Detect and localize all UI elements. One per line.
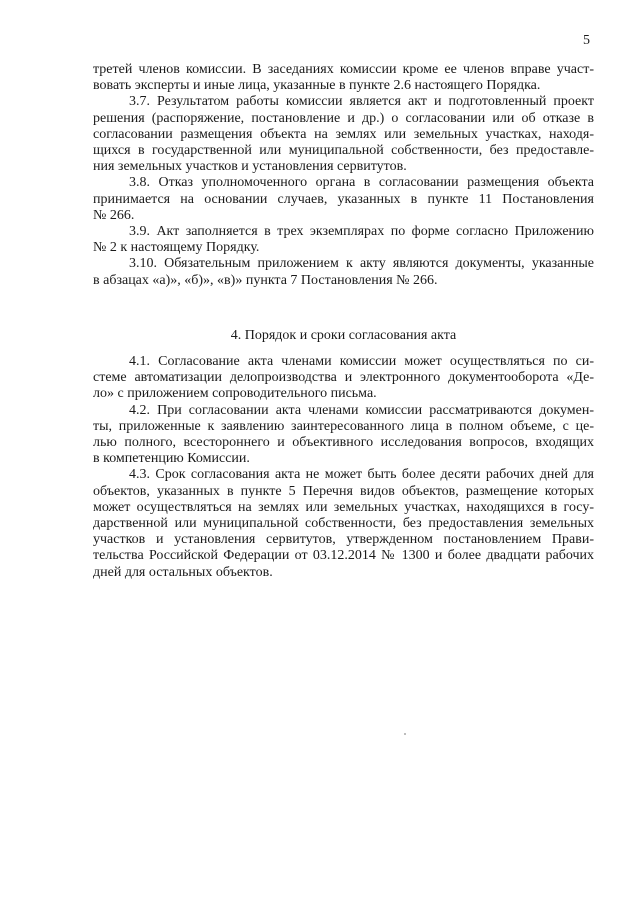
text-line: решения (распоряжение, постановление и др.) о согласовании или об отказе в xyxy=(93,110,594,126)
para-4-2 xyxy=(93,403,594,468)
text-line: 4.3. Срок согласования акта не может быть более десяти рабочих дней для xyxy=(129,467,594,483)
text-line: ло» с приложением сопроводительного письма. xyxy=(93,386,377,402)
document-body xyxy=(93,62,594,581)
text-line: вовать эксперты и иные лица, указанные в пункте 2.6 настоящего Порядка. xyxy=(93,78,541,94)
text-line: 3.7. Результатом работы комиссии является акт и подготовленный проект xyxy=(129,94,594,110)
para-4-3 xyxy=(93,467,594,580)
scan-speck xyxy=(404,733,406,735)
text-line: ты, приложенные к заявлению заинтересованного лица в полном объеме, с це- xyxy=(93,418,594,434)
text-line: участков и установления сервитутов, утвержденном постановлением Прави- xyxy=(93,532,594,548)
text-line: объектов, указанных в пункте 5 Перечня видов объектов, размещение которых xyxy=(93,483,594,499)
text-line: третей членов комиссии. В заседаниях комиссии кроме ее членов вправе участ- xyxy=(93,62,594,77)
section-3-text xyxy=(93,62,594,289)
section-4-heading: 4. Порядок и сроки согласования акта xyxy=(230,327,457,343)
text-line: в компетенцию Комиссии. xyxy=(93,451,250,467)
text-line: щихся в государственной или муниципальной собственности, без предоставле- xyxy=(93,143,594,159)
text-line: № 2 к настоящему Порядку. xyxy=(93,240,260,256)
text-line: согласовании размещения объекта на землях или земельных участках, находя- xyxy=(93,126,594,142)
para-3-7 xyxy=(93,94,594,175)
text-line: лью полного, всестороннего и объективного исследования вопросов, входящих xyxy=(93,435,594,451)
text-line: может осуществляться на землях или земельных участках, находящихся в госу- xyxy=(93,499,594,515)
text-line: 3.8. Отказ уполномоченного органа в согласовании размещения объекта xyxy=(129,175,594,191)
text-line: дней для остальных объектов. xyxy=(93,564,273,580)
para-3-10 xyxy=(93,256,594,288)
para-4-1 xyxy=(93,354,594,403)
page-number: 5 xyxy=(583,33,590,48)
section-4-text xyxy=(93,354,594,581)
para-3-9 xyxy=(93,224,594,256)
text-line: в абзацах «а)», «б)», «в)» пункта 7 Постановления № 266. xyxy=(93,272,438,288)
para-3-8 xyxy=(93,175,594,224)
text-line: 3.9. Акт заполняется в трех экземплярах по форме согласно Приложению xyxy=(129,224,594,240)
text-line: стеме автоматизации делопроизводства и электронного документооборота «Де- xyxy=(93,370,594,386)
text-line: № 266. xyxy=(93,207,135,223)
text-line: 4.2. При согласовании акта членами комиссии рассматриваются докумен- xyxy=(129,402,594,418)
text-line: 3.10. Обязательным приложением к акту являются документы, указанные xyxy=(129,256,594,272)
text-line: ния земельных участков и установления сервитутов. xyxy=(93,159,407,175)
text-line: дарственной или муниципальной собственности, без предоставления земельных xyxy=(93,516,594,532)
text-line: 4.1. Согласование акта членами комиссии может осуществляться по си- xyxy=(129,354,594,370)
para-continuation xyxy=(93,62,594,94)
text-line: тельства Российской Федерации от 03.12.2014 № 1300 и более двадцати рабочих xyxy=(93,548,594,564)
text-line: принимается на основании случаев, указанных в пункте 11 Постановления xyxy=(93,191,594,207)
